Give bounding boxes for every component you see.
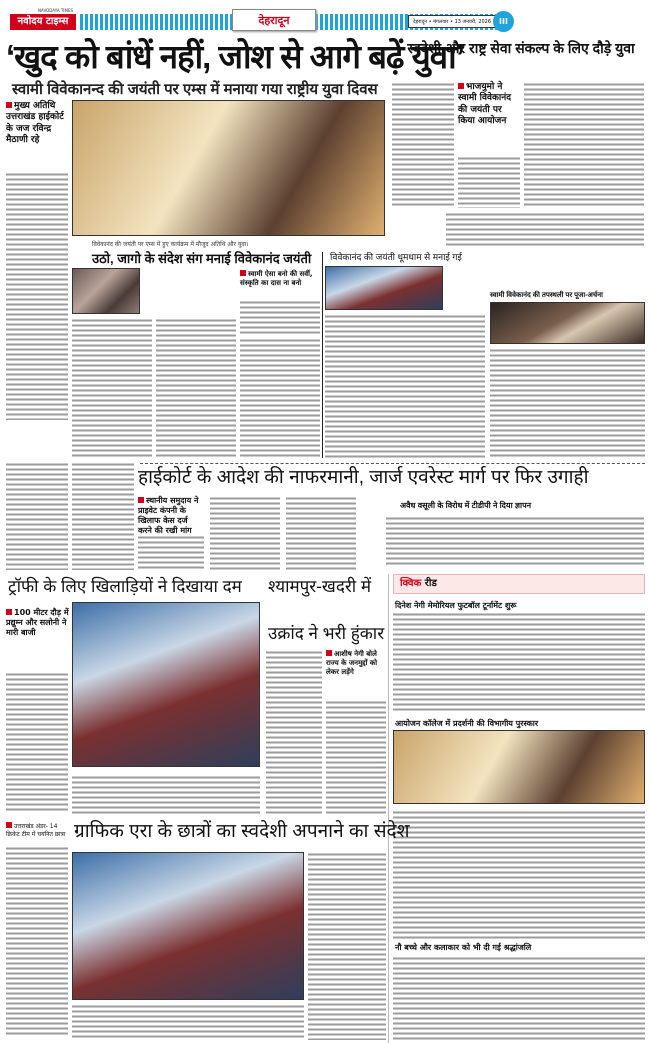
jayanti-photo — [325, 266, 443, 310]
vasooli-body — [386, 516, 644, 566]
shyampur-body-2 — [326, 700, 386, 815]
quick-read-title-b: रीड — [424, 578, 437, 589]
right-top-headline: स्वदेशी और राष्ट्र सेवा संकल्प के लिए दौड़े युवा — [407, 40, 635, 56]
graphic-era-body-1 — [72, 1004, 304, 1040]
lead-body — [6, 172, 68, 420]
uttho-kicker: स्वामी ऐसा बनो की सर्वी, संस्कृति का दास ना बनो — [240, 270, 320, 288]
quick-read-title-a: क्विक — [400, 578, 422, 589]
quick-read-item-body — [393, 810, 645, 940]
right-top-kicker: भाजयुमो ने स्वामी विवेकानंद की जयंती पर किया आयोजन — [458, 82, 520, 127]
lead-kicker: मुख्य अतिथि उत्तराखंड हाईकोर्ट के जज रविन्द्र मैठाणी रहे — [6, 101, 70, 146]
highcourt-headline: हाईकोर्ट के आदेश की नाफरमानी, जार्ज एवरेस्ट मार्ग पर फिर उगाही — [138, 467, 589, 488]
trophy-photo — [72, 602, 260, 767]
tapasthali-body — [490, 348, 645, 458]
quick-read-item-headline: आयोजन कॉलेज में प्रदर्शनी की विभागीय पुरस्कार — [395, 719, 539, 728]
left-cont-body-2 — [72, 462, 134, 570]
lead-caption: विवेकानंद की जयंती पर एम्स में हुए कार्यक्रम में मौजूद अतिथि और युवा। — [92, 241, 249, 248]
graphic-era-headline: ग्राफिक एरा के छात्रों का स्वदेशी अपनाने का संदेश — [74, 821, 410, 842]
shyampur-headline-1: श्यामपुर-खदरी में — [268, 577, 372, 596]
jayanti-headline: विवेकानंद की जयंती धूमधाम से मनाई गई — [330, 252, 462, 262]
tapasthali-photo — [490, 302, 645, 344]
quick-read-header — [393, 574, 645, 594]
highcourt-body-3 — [286, 496, 356, 570]
right-mid-body — [446, 212, 644, 248]
trophy-body-3 — [6, 846, 68, 1036]
masthead — [0, 0, 650, 36]
uttho-body-4 — [240, 338, 320, 458]
graphic-era-photo — [72, 852, 304, 1000]
lead-photo — [72, 100, 385, 236]
graphic-era-body-2 — [308, 852, 386, 1040]
logo-small: NAVODAYA TIMES — [38, 8, 74, 13]
shyampur-body-1 — [266, 650, 322, 815]
highcourt-kicker: स्थानीय समुदाय ने प्राइवेट कंपनी के खिलाफ केस दर्ज करने की रखी मांग — [138, 496, 204, 536]
uttho-body-2 — [72, 318, 152, 458]
jayanti-body — [325, 314, 485, 458]
trophy-kicker: 100 मीटर दौड़ में प्रद्युम्न और सलोनी ने मारी बाजी — [6, 608, 69, 637]
shyampur-kicker: आशीष नेगी बोले राज्य के जनमुद्दों को लेकर लड़ेंगे — [326, 650, 386, 676]
section-label: देहरादून — [232, 9, 316, 31]
quick-read-item-body — [393, 956, 645, 1041]
uttho-headline: उठो, जागो के संदेश संग मनाई विवेकानंद जयंती — [92, 251, 312, 266]
quick-read-item-headline: नौ बच्चे और कलाकार को भी दी गई श्रद्धांजलि — [395, 943, 532, 952]
uttho-body-1 — [240, 300, 320, 334]
trophy-sub: उत्तराखंड अंडर- 14 क्रिकेट टीम में चयनित छात्रा — [6, 822, 70, 838]
quick-read-photo — [393, 730, 645, 804]
quick-read-item-body — [393, 612, 645, 712]
shyampur-headline-2: उक्रांद ने भरी हुंकार — [268, 624, 385, 643]
highcourt-body-2 — [210, 496, 280, 570]
divider-dashed — [140, 463, 645, 464]
lead-subhead: स्वामी विवेकानन्द की जयंती पर एम्स में मनाया गया राष्ट्रीय युवा दिवस — [12, 81, 378, 98]
trophy-body-2 — [72, 775, 260, 815]
trophy-body — [6, 672, 68, 812]
uttho-body-3 — [156, 318, 236, 458]
quick-read-item-headline: दिनेश नेगी मेमोरियल फुटबॉल टूर्नामेंट शुरू — [395, 601, 517, 610]
uttho-photo — [72, 268, 140, 314]
divider — [322, 252, 323, 458]
right-top-body-3 — [524, 82, 644, 208]
logo: नवोदय टाइम्स — [10, 14, 76, 30]
trophy-headline: ट्रॉफी के लिए खिलाड़ियों ने दिखाया दम — [8, 577, 242, 596]
vasooli-headline: अवैध वसूली के विरोध में टीडीपी ने दिया ज्ञापन — [400, 501, 532, 510]
page-number: III — [493, 11, 514, 32]
dateline: देहरादून • मंगलवार • 13 जनवरी, 2026 — [408, 15, 496, 28]
right-top-body-2 — [458, 156, 520, 208]
left-cont-body — [6, 462, 68, 570]
highcourt-body-1 — [138, 535, 204, 570]
tapasthali-headline: स्वामी विवेकानंद की तपस्थली पर पूजा-अर्चना — [490, 292, 603, 299]
lead-headline: ‘खुद को बांधें नहीं, जोश से आगे बढ़ें युवा’ — [6, 38, 464, 75]
quick-read-sidebar — [388, 574, 646, 1043]
right-top-body-1 — [392, 82, 454, 207]
